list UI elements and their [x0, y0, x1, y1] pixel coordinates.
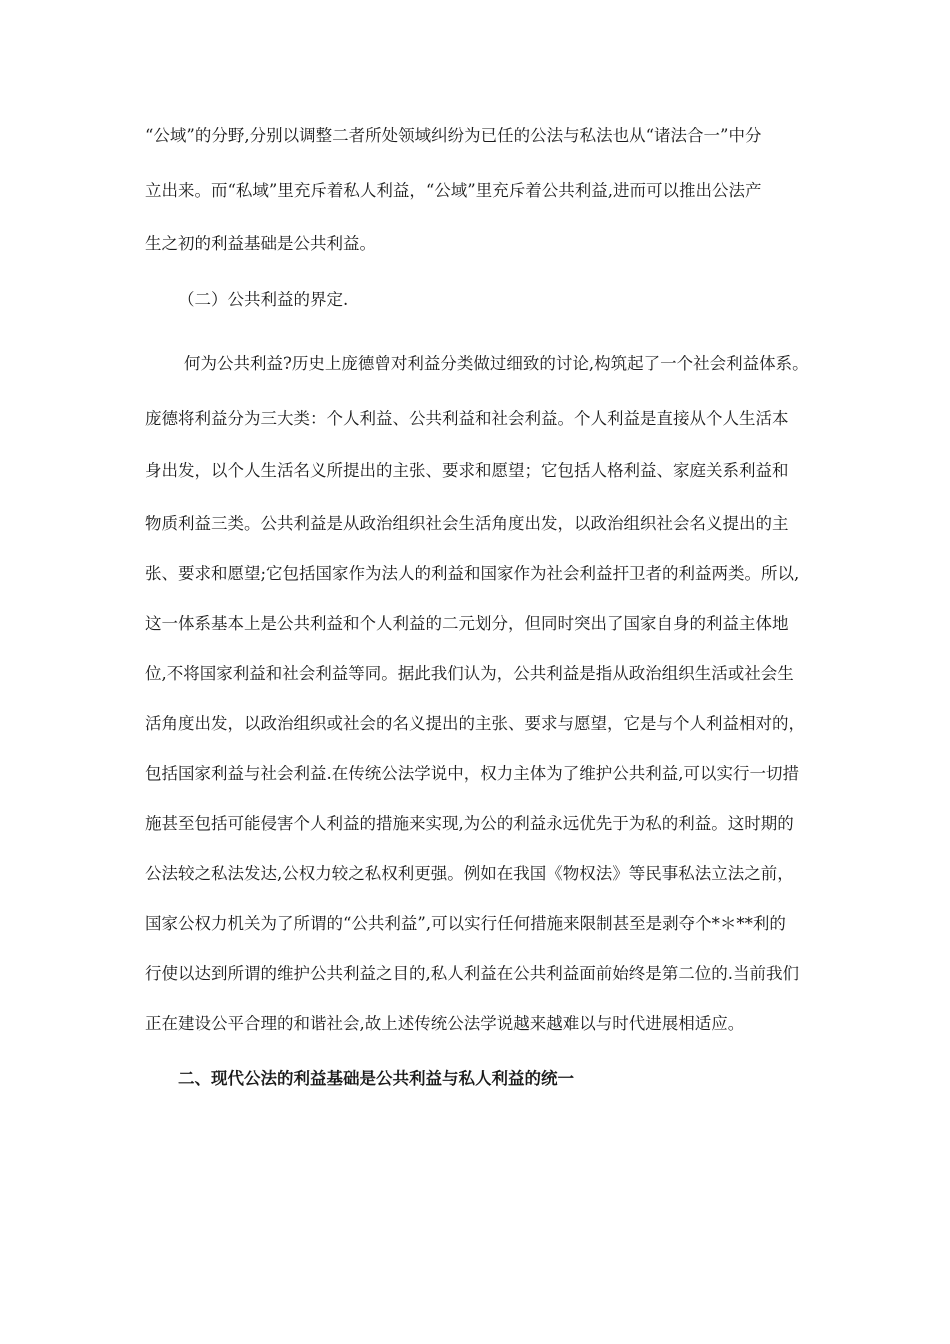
section-heading: （二）公共利益的界定. — [178, 290, 349, 309]
paragraph-line: 这一体系基本上是公共利益和个人利益的二元划分，但同时突出了国家自身的利益主体地 — [145, 614, 789, 633]
paragraph-line: 位,不将国家利益和社会利益等同。据此我们认为，公共利益是指从政治组织生活或社会生 — [145, 664, 794, 683]
paragraph-line: 张、要求和愿望;它包括国家作为法人的利益和国家作为社会利益扞卫者的利益两类。所以, — [145, 564, 800, 583]
paragraph-line: 活角度出发，以政治组织或社会的名义提出的主张、要求与愿望，它是与个人利益相对的， — [145, 714, 805, 733]
paragraph-line: 庞德将利益分为三大类：个人利益、公共利益和社会利益。个人利益是直接从个人生活本 — [145, 409, 789, 428]
paragraph-line: 行使以达到所谓的维护公共利益之目的,私人利益在公共利益面前始终是第二位的.当前我们 — [145, 964, 799, 983]
paragraph-line: 正在建设公平合理的和谐社会,故上述传统公法学说越来越难以与时代进展相适应。 — [145, 1014, 745, 1033]
chapter-heading: 二、现代公法的利益基础是公共利益与私人利益的统一 — [178, 1069, 574, 1088]
paragraph-line: 立出来。而“私域”里充斥着私人利益，“公域”里充斥着公共利益,进而可以推出公法产 — [145, 181, 762, 200]
paragraph-line: 公法较之私法发达,公权力较之私权利更强。例如在我国《物权法》等民事私法立法之前， — [145, 864, 794, 883]
paragraph-line: 国家公权力机关为了所谓的“公共利益”,可以实行任何措施来限制甚至是剥夺个*＊**利的 — [145, 914, 786, 933]
paragraph-line: “公域”的分野,分别以调整二者所处领域纠纷为已任的公法与私法也从“诸法合一”中分 — [145, 126, 762, 145]
paragraph-line: 何为公共利益?历史上庞德曾对利益分类做过细致的讨论,构筑起了一个社会利益体系。 — [184, 354, 809, 373]
paragraph-line: 包括国家利益与社会利益.在传统公法学说中，权力主体为了维护公共利益,可以实行一切措 — [145, 764, 799, 783]
paragraph-line: 身出发，以个人生活名义所提出的主张、要求和愿望；它包括人格利益、家庭关系利益和 — [145, 461, 789, 480]
paragraph-line: 生之初的利益基础是公共利益。 — [145, 234, 376, 253]
paragraph-line: 施甚至包括可能侵害个人利益的措施来实现,为公的利益永远优先于为私的利益。这时期的 — [145, 814, 794, 833]
paragraph-line: 物质利益三类。公共利益是从政治组织社会生活角度出发，以政治组织社会名义提出的主 — [145, 514, 789, 533]
